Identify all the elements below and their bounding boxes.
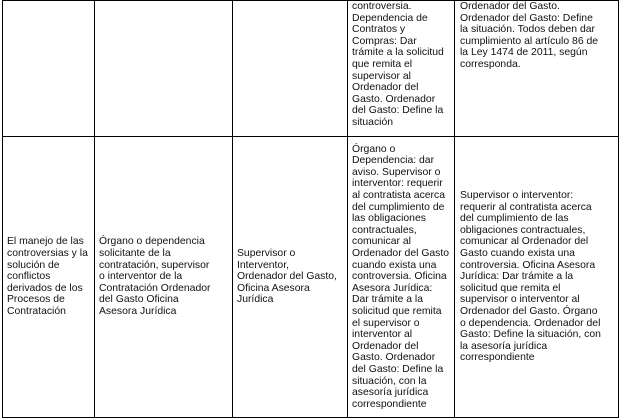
table-row [3, 137, 619, 418]
table-cell: Órgano o Dependencia: dar aviso. Supervisor o interventor: requerir al contratista acerca del cumplimiento de las obligaciones contractuales, comunicar al Ordenador del Gasto cuando exista una controversia. Oficina Asesora Jurídica: Dar trámite a la solicitud que remita el supervisor o interventor al Ordenador del Gasto. Ordenador del Gasto: Define la situación, con la asesoría jurídica correspondiente [348, 137, 455, 418]
table-cell [3, 1, 95, 137]
table-cell: Órgano o dependencia solicitante de la contratación, supervisor o interventor de la Contratación Ordenador del Gasto Oficina Asesora Jurídica [95, 137, 233, 418]
table-row [3, 1, 619, 137]
table-cell [233, 1, 348, 137]
table-cell: El manejo de las controversias y la solución de conflictos derivados de los Procesos de Contratación [3, 137, 95, 418]
table-cell: Supervisor o interventor: requerir al contratista acerca del cumplimiento de las obligaciones contractuales, comunicar al Ordenador del Gasto cuando exista una controversia. Oficina Asesora Jurídica: Dar trámite a la solicitud que remita el supervisor o interventor al Ordenador del Gasto. Órgano o dependencia. Ordenador del Gasto: Define la situación, con la asesoría jurídica correspondiente [455, 137, 619, 418]
responsibilities-table [2, 0, 619, 418]
table-cell: controversia. Dependencia de Contratos y Compras: Dar trámite a la solicitud que remita el supervisor al Ordenador del Gasto. Ordenador del Gasto: Define la situación [348, 1, 455, 137]
table-cell [95, 1, 233, 137]
table-cell: Supervisor o Interventor, Ordenador del Gasto, Oficina Asesora Jurídica [233, 137, 348, 418]
table-cell: Ordenador del Gasto. Ordenador del Gasto: Define la situación. Todos deben dar cumplimiento al artículo 86 de la Ley 1474 de 2011, según corresponda. [455, 1, 619, 137]
